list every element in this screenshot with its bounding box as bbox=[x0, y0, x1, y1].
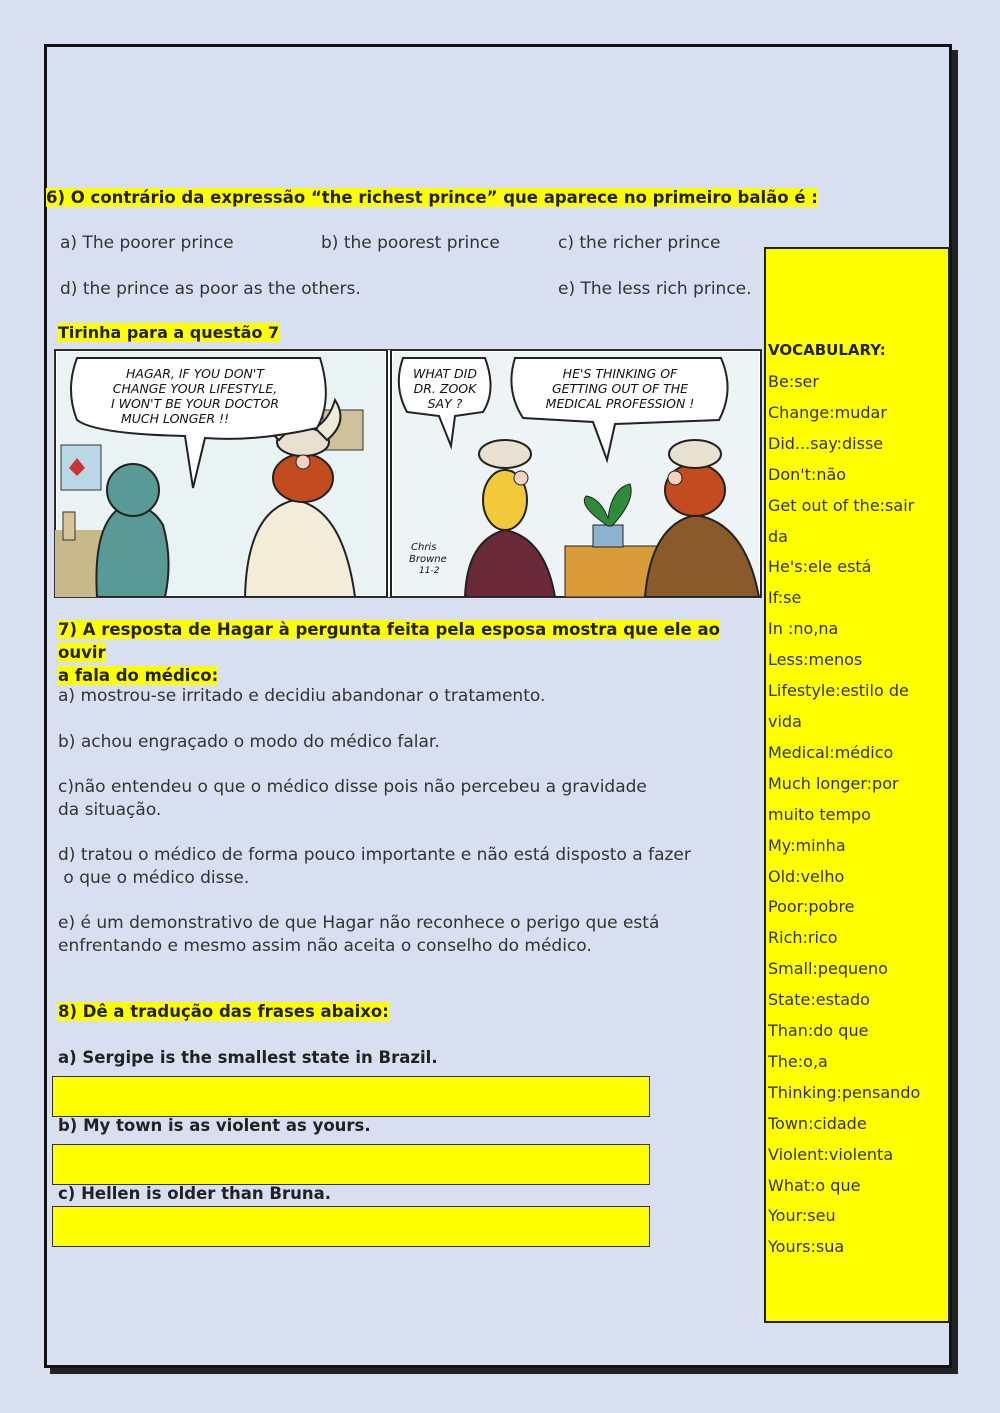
vocabulary-item: What:o que bbox=[768, 1175, 861, 1195]
vocabulary-item: Don't:não bbox=[768, 464, 847, 484]
question-8-title: 8) Dê a tradução das frases abaixo: bbox=[58, 1002, 389, 1021]
signature-3: 11-2 bbox=[419, 566, 440, 576]
comic-strip bbox=[54, 349, 762, 598]
vocabulary-item: Less:menos bbox=[768, 650, 863, 670]
vocabulary-item: State:estado bbox=[768, 990, 870, 1010]
vocabulary-item: Town:cidade bbox=[768, 1113, 867, 1133]
vocabulary-item: Change:mudar bbox=[768, 402, 887, 422]
q7-option-c[interactable] bbox=[58, 776, 748, 822]
q7-option-d-line-2: o que o médico disse. bbox=[58, 868, 250, 888]
q7-option-e-line-2: enfrentando e mesmo assim não aceita o conselho do médico. bbox=[58, 936, 592, 956]
vocabulary-item: Old:velho bbox=[768, 866, 845, 886]
vocabulary-item: Rich:rico bbox=[768, 928, 838, 948]
vocabulary-item: The:o,a bbox=[768, 1051, 828, 1071]
vocabulary-item: If:se bbox=[768, 588, 802, 608]
vocabulary-item: muito tempo bbox=[768, 804, 871, 824]
q7-title-line-2: a fala do médico: bbox=[58, 666, 219, 685]
question-7-title bbox=[58, 618, 750, 687]
vocabulary-item: Poor:pobre bbox=[768, 897, 855, 917]
q8-sentence-a: a) Sergipe is the smallest state in Brazil. bbox=[58, 1048, 438, 1067]
bubble-3-line-2: GETTING OUT OF THE bbox=[551, 381, 689, 396]
q6-option-b[interactable]: b) the poorest prince bbox=[321, 233, 500, 253]
q8-answer-b-input[interactable] bbox=[52, 1144, 650, 1185]
signature-2: Browne bbox=[409, 554, 447, 565]
bubble-1-line-4: MUCH LONGER !! bbox=[120, 411, 230, 426]
vocabulary-item: Did...say:disse bbox=[768, 433, 884, 453]
bubble-2-line-2: DR. ZOOK bbox=[413, 381, 477, 396]
q7-option-d[interactable] bbox=[58, 844, 748, 890]
vocabulary-panel bbox=[764, 247, 950, 1323]
vocabulary-item: Your:seu bbox=[768, 1206, 836, 1226]
vocabulary-item: Violent:violenta bbox=[768, 1144, 894, 1164]
vocabulary-item: Get out of the:sair bbox=[768, 495, 915, 515]
q8-sentence-c: c) Hellen is older than Bruna. bbox=[58, 1184, 332, 1203]
vocabulary-item: vida bbox=[768, 711, 802, 731]
q7-option-d-line-1: d) tratou o médico de forma pouco importante e não está disposto a fazer bbox=[58, 845, 691, 865]
vocabulary-item: Thinking:pensando bbox=[768, 1082, 921, 1102]
q6-option-c[interactable]: c) the richer prince bbox=[558, 233, 721, 253]
vocabulary-item: Yours:sua bbox=[768, 1237, 845, 1257]
signature-1: Chris bbox=[411, 542, 437, 553]
q8-answer-a-input[interactable] bbox=[52, 1076, 650, 1117]
vocabulary-list bbox=[768, 367, 948, 1263]
vocabulary-item: He's:ele está bbox=[768, 557, 872, 577]
vocabulary-title: VOCABULARY: bbox=[768, 341, 886, 359]
vocabulary-item: In :no,na bbox=[768, 619, 839, 639]
comic-title: Tirinha para a questão 7 bbox=[58, 323, 280, 342]
bubble-1-line-1: HAGAR, IF YOU DON'T bbox=[126, 366, 264, 381]
q6-option-e[interactable]: e) The less rich prince. bbox=[558, 279, 752, 299]
q6-option-d[interactable]: d) the prince as poor as the others. bbox=[60, 279, 361, 299]
q8-sentence-b: b) My town is as violent as yours. bbox=[58, 1116, 371, 1135]
vocabulary-item: Much longer:por bbox=[768, 773, 899, 793]
q7-option-a[interactable]: a) mostrou-se irritado e decidiu abandonar o tratamento. bbox=[58, 686, 546, 706]
bubble-1-line-3: I WON'T BE YOUR DOCTOR bbox=[110, 396, 280, 411]
bubble-2-line-3: SAY ? bbox=[427, 396, 463, 411]
bubble-3-line-1: HE'S THINKING OF bbox=[562, 366, 678, 381]
q7-option-e[interactable] bbox=[58, 912, 748, 958]
q8-answer-c-input[interactable] bbox=[52, 1206, 650, 1247]
vocabulary-item: My:minha bbox=[768, 835, 846, 855]
comic-illustration bbox=[55, 350, 761, 597]
bubble-3-line-3: MEDICAL PROFESSION ! bbox=[545, 396, 695, 411]
bubble-2-line-1: WHAT DID bbox=[413, 366, 477, 381]
vocabulary-item: Than:do que bbox=[768, 1021, 869, 1041]
q7-option-e-line-1: e) é um demonstrativo de que Hagar não reconhece o perigo que está bbox=[58, 913, 660, 933]
vocabulary-item: Lifestyle:estilo de bbox=[768, 681, 909, 701]
bubble-1-line-2: CHANGE YOUR LIFESTYLE, bbox=[112, 381, 278, 396]
question-6-title: 6) O contrário da expressão “the richest prince” que aparece no primeiro balão é : bbox=[46, 188, 818, 207]
q6-option-a[interactable]: a) The poorer prince bbox=[60, 233, 234, 253]
vocabulary-item: Small:pequeno bbox=[768, 959, 888, 979]
q7-option-c-line-1: c)não entendeu o que o médico disse pois não percebeu a gravidade bbox=[58, 777, 647, 797]
vocabulary-item: da bbox=[768, 526, 788, 546]
q7-option-c-line-2: da situação. bbox=[58, 800, 162, 820]
vocabulary-item: Medical:médico bbox=[768, 742, 894, 762]
vocabulary-item: Be:ser bbox=[768, 372, 819, 391]
q7-option-b[interactable]: b) achou engraçado o modo do médico falar. bbox=[58, 732, 440, 752]
q7-title-line-1: 7) A resposta de Hagar à pergunta feita pela esposa mostra que ele ao ouvir bbox=[58, 620, 720, 662]
